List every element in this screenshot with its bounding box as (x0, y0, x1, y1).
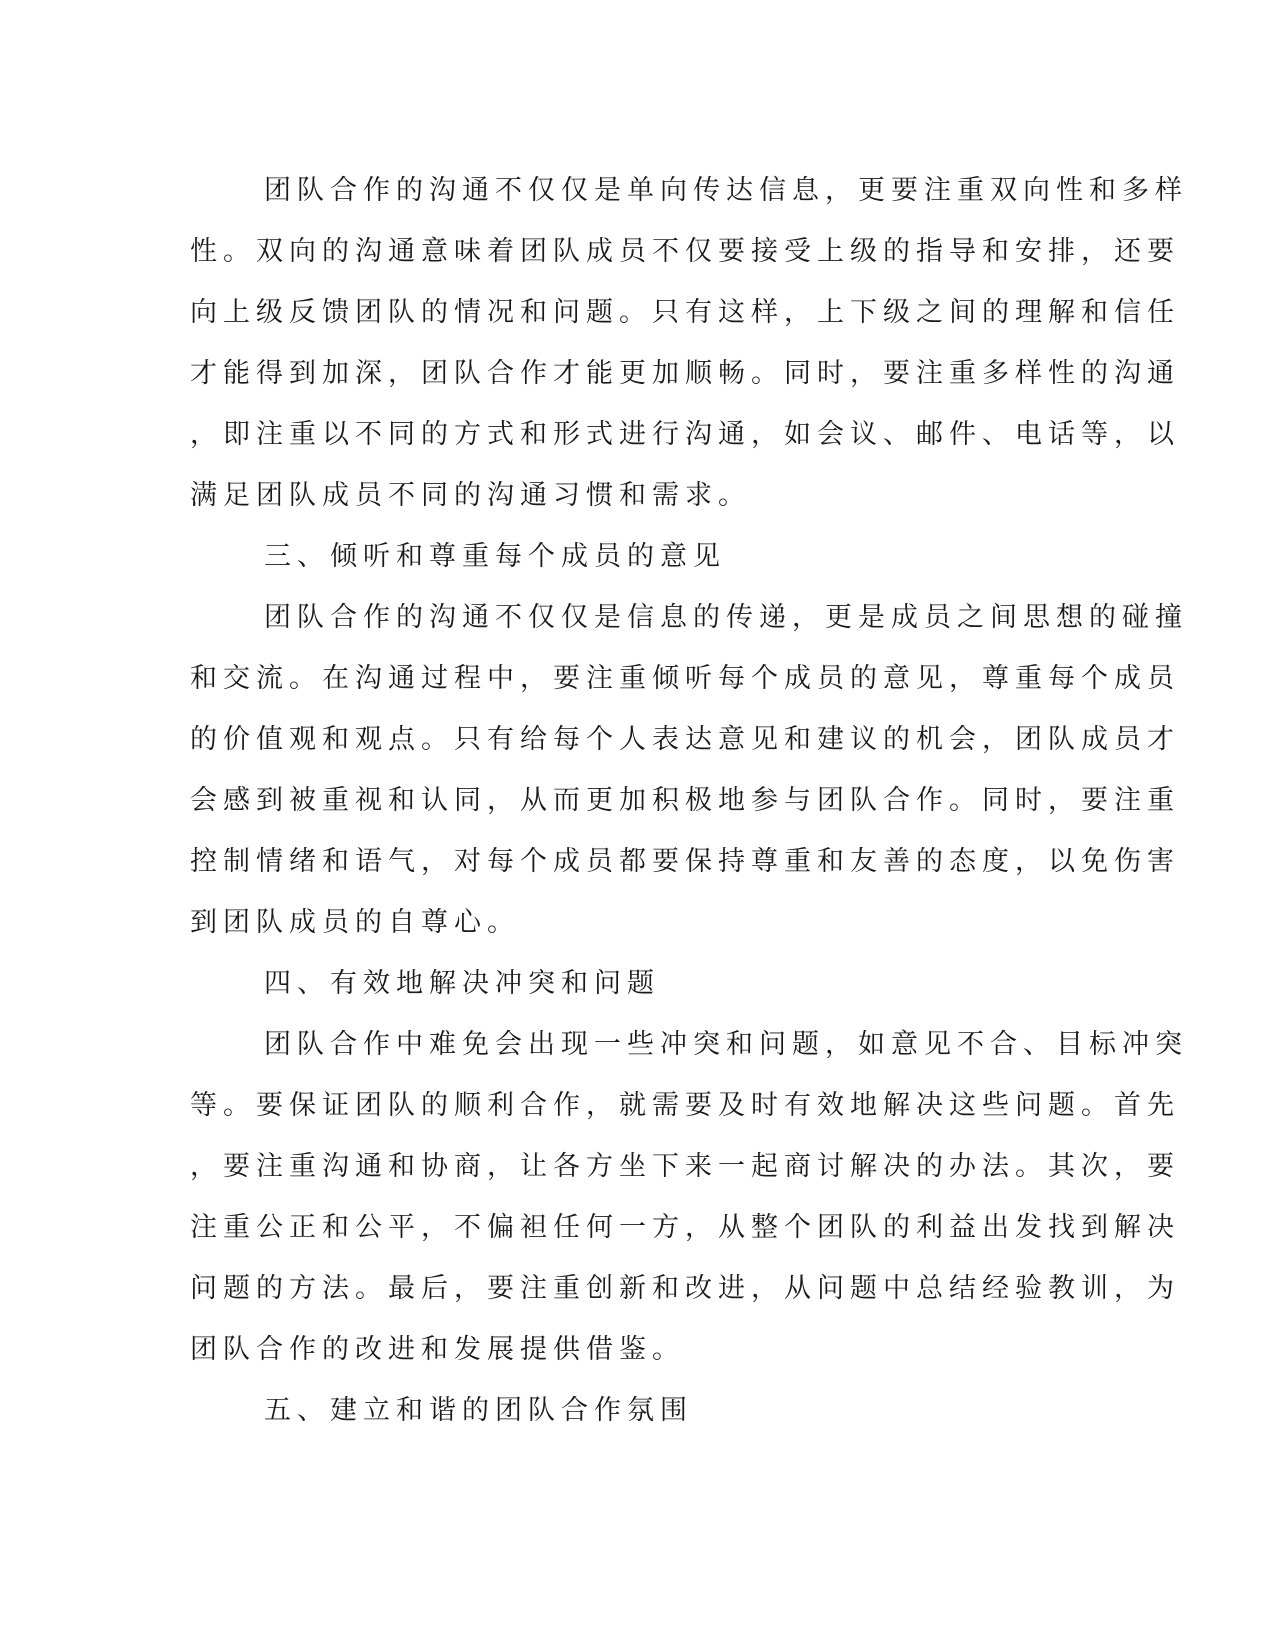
text-line: 团队合作的改进和发展提供借鉴。 (190, 1334, 685, 1365)
text-line: 和交流。在沟通过程中，要注重倾听每个成员的意见，尊重每个成员 (190, 663, 1180, 694)
text-line: 的价值观和观点。只有给每个人表达意见和建议的机会，团队成员才 (190, 724, 1180, 755)
section-heading: 五、建立和谐的团队合作氛围 (264, 1395, 693, 1426)
section-heading: 四、有效地解决冲突和问题 (264, 968, 660, 999)
text-line: 等。要保证团队的顺利合作，就需要及时有效地解决这些问题。首先 (190, 1090, 1180, 1121)
section-heading: 三、倾听和尊重每个成员的意见 (264, 541, 726, 572)
text-line: 才能得到加深，团队合作才能更加顺畅。同时，要注重多样性的沟通 (190, 358, 1180, 389)
document-body (190, 160, 1188, 1441)
text-line: 满足团队成员不同的沟通习惯和需求。 (190, 480, 751, 511)
text-line: 团队合作中难免会出现一些冲突和问题，如意见不合、目标冲突 (264, 1029, 1188, 1060)
text-line: ，即注重以不同的方式和形式进行沟通，如会议、邮件、电话等，以 (190, 419, 1180, 450)
text-line: 性。双向的沟通意味着团队成员不仅要接受上级的指导和安排，还要 (190, 236, 1180, 267)
text-line: 控制情绪和语气，对每个成员都要保持尊重和友善的态度，以免伤害 (190, 846, 1180, 877)
text-line: 团队合作的沟通不仅仅是信息的传递，更是成员之间思想的碰撞 (264, 602, 1188, 633)
text-line: ，要注重沟通和协商，让各方坐下来一起商讨解决的办法。其次，要 (190, 1151, 1180, 1182)
text-line: 注重公正和公平，不偏袒任何一方，从整个团队的利益出发找到解决 (190, 1212, 1180, 1243)
text-line: 向上级反馈团队的情况和问题。只有这样，上下级之间的理解和信任 (190, 297, 1180, 328)
text-line: 会感到被重视和认同，从而更加积极地参与团队合作。同时，要注重 (190, 785, 1180, 816)
text-line: 到团队成员的自尊心。 (190, 907, 520, 938)
text-line: 团队合作的沟通不仅仅是单向传达信息，更要注重双向性和多样 (264, 175, 1188, 206)
text-line: 问题的方法。最后，要注重创新和改进，从问题中总结经验教训，为 (190, 1273, 1180, 1304)
